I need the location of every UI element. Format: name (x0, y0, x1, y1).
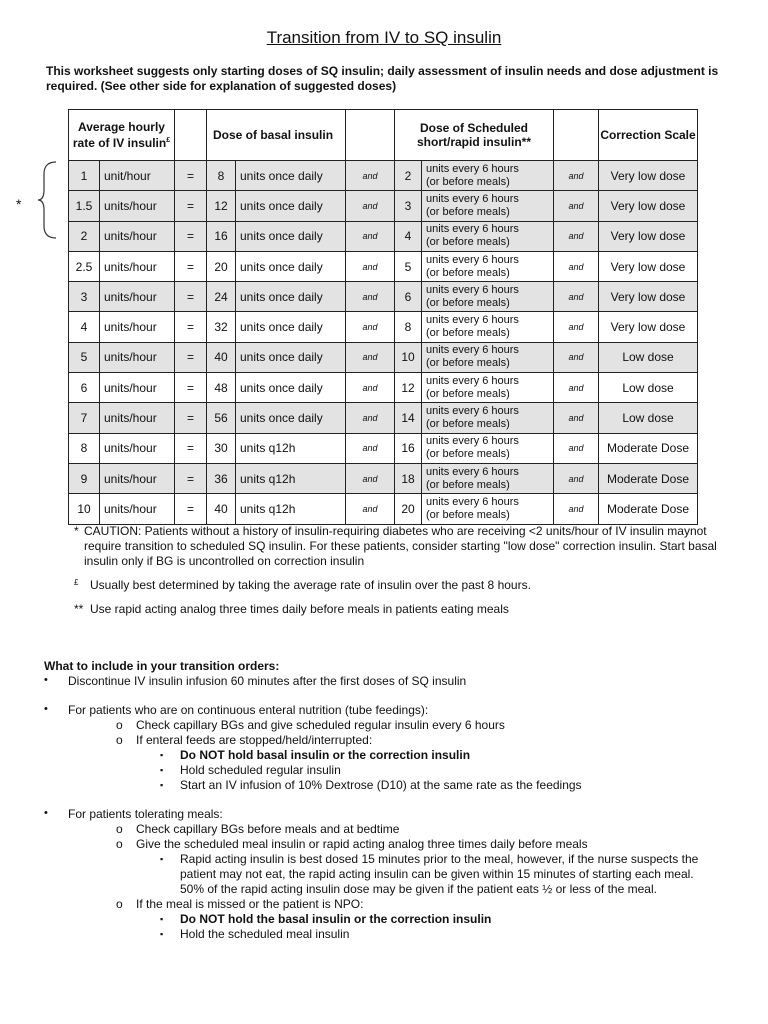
basal-unit-cell: units once daily (236, 342, 346, 372)
correction-cell: Moderate Dose (599, 463, 698, 493)
caution-note (74, 524, 734, 569)
basal-dose-cell: 16 (207, 221, 236, 251)
and-cell: and (346, 161, 395, 191)
scheduled-unit-cell (422, 494, 554, 524)
correction-cell: Moderate Dose (599, 433, 698, 463)
scheduled-unit-line1: units every 6 hours (426, 495, 519, 508)
scheduled-unit-cell (422, 433, 554, 463)
basal-unit-cell: units once daily (236, 312, 346, 342)
and-cell: and (554, 312, 599, 342)
and-cell: and (346, 463, 395, 493)
correction-cell: Low dose (599, 403, 698, 433)
and-cell: and (554, 282, 599, 312)
rate-unit-cell: units/hour (100, 433, 175, 463)
page-title: Transition from IV to SQ insulin (266, 28, 502, 47)
transition-orders (44, 659, 734, 942)
order-sub-sub-text: Start an IV infusion of 10% Dextrose (D10) at the same rate as the feedings (180, 778, 582, 792)
basal-dose-cell: 40 (207, 494, 236, 524)
basal-dose-cell: 56 (207, 403, 236, 433)
bullet-marker: • (44, 674, 48, 686)
scheduled-dose-cell: 18 (395, 463, 422, 493)
rate-cell: 1.5 (69, 191, 100, 221)
order-text: Discontinue IV insulin infusion 60 minutes after the first doses of SQ insulin (68, 674, 467, 688)
caution-text: CAUTION: Patients without a history of insulin-requiring diabetes who are receiving <2 units/hour of IV insulin maynot require transition to scheduled SQ insulin. For these patients, consider starting "low dose" correction insulin. Start basal insulin only if BG is uncontrolled on correction insulin (84, 524, 717, 568)
square-bullet-marker: ▪ (160, 750, 164, 760)
and-cell: and (346, 282, 395, 312)
and-cell: and (346, 433, 395, 463)
and-cell: and (554, 251, 599, 281)
order-sub-sub-item (44, 763, 734, 778)
scheduled-unit-cell (422, 463, 554, 493)
rate-unit-cell: units/hour (100, 342, 175, 372)
and-cell: and (346, 251, 395, 281)
rate-unit-cell: units/hour (100, 312, 175, 342)
scheduled-unit-cell (422, 221, 554, 251)
basal-dose-cell: 32 (207, 312, 236, 342)
and-cell: and (554, 221, 599, 251)
order-text: For patients who are on continuous enteral nutrition (tube feedings): (68, 703, 429, 717)
order-sub-item (44, 822, 734, 837)
table-row (69, 312, 698, 342)
average-text: Usually best determined by taking the average rate of insulin over the past 8 hours. (90, 578, 531, 592)
order-sub-item (44, 837, 734, 852)
table-row (69, 403, 698, 433)
order-sub-text: Check capillary BGs before meals and at bedtime (136, 822, 400, 836)
sub-bullet-marker: o (116, 837, 123, 851)
scheduled-unit-cell (422, 161, 554, 191)
sub-bullet-marker: o (116, 897, 123, 911)
correction-cell: Very low dose (599, 221, 698, 251)
header-scheduled: Dose of Scheduled short/rapid insulin** (395, 110, 554, 161)
header-avg-label: Average hourly rate of IV insulin (72, 120, 167, 150)
and-cell: and (346, 221, 395, 251)
scheduled-dose-cell: 10 (395, 342, 422, 372)
order-sub-sub-item (44, 778, 734, 793)
dose-table-body (69, 161, 698, 525)
rate-unit-cell: units/hour (100, 221, 175, 251)
sub-bullet-marker: o (116, 822, 123, 836)
scheduled-unit-line2: (or before meals) (426, 357, 510, 370)
order-text: For patients tolerating meals: (68, 807, 223, 821)
scheduled-unit-line2: (or before meals) (426, 387, 510, 400)
basal-dose-cell: 30 (207, 433, 236, 463)
correction-cell: Very low dose (599, 161, 698, 191)
rate-cell: 7 (69, 403, 100, 433)
scheduled-unit-line2: (or before meals) (426, 236, 510, 249)
order-sub-item (44, 718, 734, 733)
rate-unit-cell: units/hour (100, 373, 175, 403)
order-sub-sub-item (44, 912, 734, 927)
rate-cell: 5 (69, 342, 100, 372)
scheduled-dose-cell: 3 (395, 191, 422, 221)
scheduled-unit-line2: (or before meals) (426, 296, 510, 309)
rapid-note (74, 602, 734, 617)
average-note (74, 578, 734, 593)
scheduled-unit-line2: (or before meals) (426, 327, 510, 340)
order-sub-text: Check capillary BGs and give scheduled regular insulin every 6 hours (136, 718, 505, 732)
order-bullet-meals (44, 807, 734, 822)
rapid-mark: ** (74, 602, 84, 616)
table-row (69, 191, 698, 221)
and-cell: and (554, 463, 599, 493)
equals-cell: = (175, 191, 207, 221)
orders-heading: What to include in your transition orders: (44, 659, 280, 673)
scheduled-unit-line1: units every 6 hours (426, 314, 519, 327)
correction-cell: Very low dose (599, 312, 698, 342)
header-correction: Correction Scale (599, 110, 698, 161)
order-sub-sub-text: Hold the scheduled meal insulin (180, 927, 350, 941)
and-cell: and (554, 161, 599, 191)
scheduled-unit-line2: (or before meals) (426, 478, 510, 491)
order-sub-sub-item (44, 927, 734, 942)
rate-cell: 2 (69, 221, 100, 251)
and-cell: and (346, 494, 395, 524)
table-row (69, 161, 698, 191)
correction-cell: Low dose (599, 373, 698, 403)
header-avg-mark: £ (166, 137, 171, 144)
basal-unit-cell: units once daily (236, 282, 346, 312)
brace-bracket (36, 160, 60, 240)
rate-unit-cell: units/hour (100, 251, 175, 281)
scheduled-dose-cell: 12 (395, 373, 422, 403)
and-cell: and (554, 494, 599, 524)
and-cell: and (554, 433, 599, 463)
brace-star: * (16, 196, 22, 212)
basal-unit-cell: units q12h (236, 433, 346, 463)
scheduled-unit-line1: units every 6 hours (426, 465, 519, 478)
order-bullet-enteral (44, 703, 734, 718)
equals-cell: = (175, 373, 207, 403)
and-cell: and (554, 403, 599, 433)
basal-dose-cell: 12 (207, 191, 236, 221)
correction-cell: Moderate Dose (599, 494, 698, 524)
and-cell: and (346, 342, 395, 372)
basal-unit-cell: units q12h (236, 463, 346, 493)
and-cell: and (554, 342, 599, 372)
and-cell: and (346, 403, 395, 433)
basal-dose-cell: 48 (207, 373, 236, 403)
order-sub-item (44, 733, 734, 748)
table-row (69, 251, 698, 281)
equals-cell: = (175, 403, 207, 433)
and-cell: and (346, 373, 395, 403)
rate-cell: 4 (69, 312, 100, 342)
basal-dose-cell: 8 (207, 161, 236, 191)
basal-dose-cell: 36 (207, 463, 236, 493)
table-row (69, 221, 698, 251)
and-cell: and (554, 191, 599, 221)
rate-cell: 10 (69, 494, 100, 524)
square-bullet-marker: ▪ (160, 780, 164, 790)
correction-cell: Very low dose (599, 282, 698, 312)
equals-cell: = (175, 463, 207, 493)
basal-unit-cell: units once daily (236, 191, 346, 221)
and-cell: and (346, 312, 395, 342)
order-sub-text: If enteral feeds are stopped/held/interrupted: (136, 733, 373, 747)
header-and-blank-2 (554, 110, 599, 161)
square-bullet-marker: ▪ (160, 929, 164, 939)
scheduled-unit-cell (422, 251, 554, 281)
scheduled-unit-line1: units every 6 hours (426, 374, 519, 387)
header-and-blank (346, 110, 395, 161)
correction-cell: Very low dose (599, 251, 698, 281)
equals-cell: = (175, 251, 207, 281)
table-row (69, 433, 698, 463)
sub-bullet-marker: o (116, 733, 123, 747)
header-eq-blank (175, 110, 207, 161)
basal-unit-cell: units once daily (236, 221, 346, 251)
dose-table (68, 109, 698, 525)
sub-bullet-marker: o (116, 718, 123, 732)
scheduled-dose-cell: 6 (395, 282, 422, 312)
scheduled-dose-cell: 4 (395, 221, 422, 251)
equals-cell: = (175, 282, 207, 312)
rate-unit-cell: units/hour (100, 463, 175, 493)
square-bullet-marker: ▪ (160, 765, 164, 775)
scheduled-unit-cell (422, 312, 554, 342)
rate-unit-cell: units/hour (100, 282, 175, 312)
rate-unit-cell: units/hour (100, 403, 175, 433)
basal-dose-cell: 40 (207, 342, 236, 372)
correction-cell: Low dose (599, 342, 698, 372)
correction-cell: Very low dose (599, 191, 698, 221)
intro-text: This worksheet suggests only starting doses of SQ insulin; daily assessment of insulin needs and dose adjustment is required. (See other side for explanation of suggested doses) (46, 64, 719, 93)
table-header-row (69, 110, 698, 161)
basal-unit-cell: units once daily (236, 251, 346, 281)
order-sub-sub-text: Rapid acting insulin is best dosed 15 minutes prior to the meal, however, if the nurse suspects the patient may not eat, the rapid acting insulin can be given within 15 minutes of starting each meal. 50% of the rapid acting insulin dose may be given if the patient eats ½ or less of the meal. (180, 852, 699, 896)
scheduled-unit-cell (422, 282, 554, 312)
order-sub-text: Give the scheduled meal insulin or rapid acting analog three times daily before meals (136, 837, 588, 851)
rate-unit-cell: units/hour (100, 191, 175, 221)
scheduled-unit-line2: (or before meals) (426, 175, 510, 188)
order-sub-sub-text: Hold scheduled regular insulin (180, 763, 341, 777)
bullet-marker: • (44, 703, 48, 715)
scheduled-dose-cell: 8 (395, 312, 422, 342)
basal-unit-cell: units once daily (236, 403, 346, 433)
table-row (69, 373, 698, 403)
caution-mark: * (74, 524, 79, 538)
scheduled-unit-line1: units every 6 hours (426, 344, 519, 357)
equals-cell: = (175, 433, 207, 463)
equals-cell: = (175, 312, 207, 342)
scheduled-dose-cell: 2 (395, 161, 422, 191)
rapid-text: Use rapid acting analog three times daily before meals in patients eating meals (90, 602, 509, 616)
basal-unit-cell: units q12h (236, 494, 346, 524)
scheduled-unit-line2: (or before meals) (426, 205, 510, 218)
order-sub-sub-item (44, 748, 734, 763)
order-sub-sub-item (44, 852, 734, 897)
scheduled-unit-line1: units every 6 hours (426, 223, 519, 236)
rate-cell: 3 (69, 282, 100, 312)
order-sub-item (44, 897, 734, 912)
basal-dose-cell: 24 (207, 282, 236, 312)
scheduled-unit-cell (422, 373, 554, 403)
scheduled-dose-cell: 20 (395, 494, 422, 524)
equals-cell: = (175, 494, 207, 524)
table-row (69, 342, 698, 372)
footnotes (74, 524, 734, 626)
header-basal: Dose of basal insulin (207, 110, 346, 161)
scheduled-unit-line2: (or before meals) (426, 266, 510, 279)
equals-cell: = (175, 221, 207, 251)
table-row (69, 463, 698, 493)
scheduled-unit-line1: units every 6 hours (426, 435, 519, 448)
scheduled-dose-cell: 16 (395, 433, 422, 463)
scheduled-dose-cell: 5 (395, 251, 422, 281)
equals-cell: = (175, 342, 207, 372)
rate-unit-cell: units/hour (100, 494, 175, 524)
rate-cell: 9 (69, 463, 100, 493)
order-bullet-discontinue (44, 674, 734, 689)
scheduled-unit-line1: units every 6 hours (426, 253, 519, 266)
order-sub-text: If the meal is missed or the patient is NPO: (136, 897, 364, 911)
order-sub-sub-text: Do NOT hold basal insulin or the correction insulin (180, 748, 471, 762)
average-mark: £ (74, 578, 79, 587)
bullet-marker: • (44, 807, 48, 819)
equals-cell: = (175, 161, 207, 191)
basal-unit-cell: units once daily (236, 161, 346, 191)
scheduled-unit-cell (422, 403, 554, 433)
scheduled-dose-cell: 14 (395, 403, 422, 433)
table-row (69, 494, 698, 524)
rate-cell: 6 (69, 373, 100, 403)
rate-cell: 1 (69, 161, 100, 191)
rate-cell: 8 (69, 433, 100, 463)
scheduled-unit-line2: (or before meals) (426, 448, 510, 461)
table-row (69, 282, 698, 312)
order-sub-sub-text: Do NOT hold the basal insulin or the correction insulin (180, 912, 492, 926)
scheduled-unit-line1: units every 6 hours (426, 283, 519, 296)
basal-unit-cell: units once daily (236, 373, 346, 403)
square-bullet-marker: ▪ (160, 854, 164, 864)
rate-cell: 2.5 (69, 251, 100, 281)
scheduled-unit-line2: (or before meals) (426, 508, 510, 521)
square-bullet-marker: ▪ (160, 914, 164, 924)
scheduled-unit-line2: (or before meals) (426, 418, 510, 431)
scheduled-unit-line1: units every 6 hours (426, 405, 519, 418)
rate-unit-cell: unit/hour (100, 161, 175, 191)
scheduled-unit-cell (422, 342, 554, 372)
and-cell: and (554, 373, 599, 403)
header-avg-rate (69, 110, 175, 161)
scheduled-unit-line1: units every 6 hours (426, 192, 519, 205)
scheduled-unit-line1: units every 6 hours (426, 162, 519, 175)
and-cell: and (346, 191, 395, 221)
scheduled-unit-cell (422, 191, 554, 221)
basal-dose-cell: 20 (207, 251, 236, 281)
